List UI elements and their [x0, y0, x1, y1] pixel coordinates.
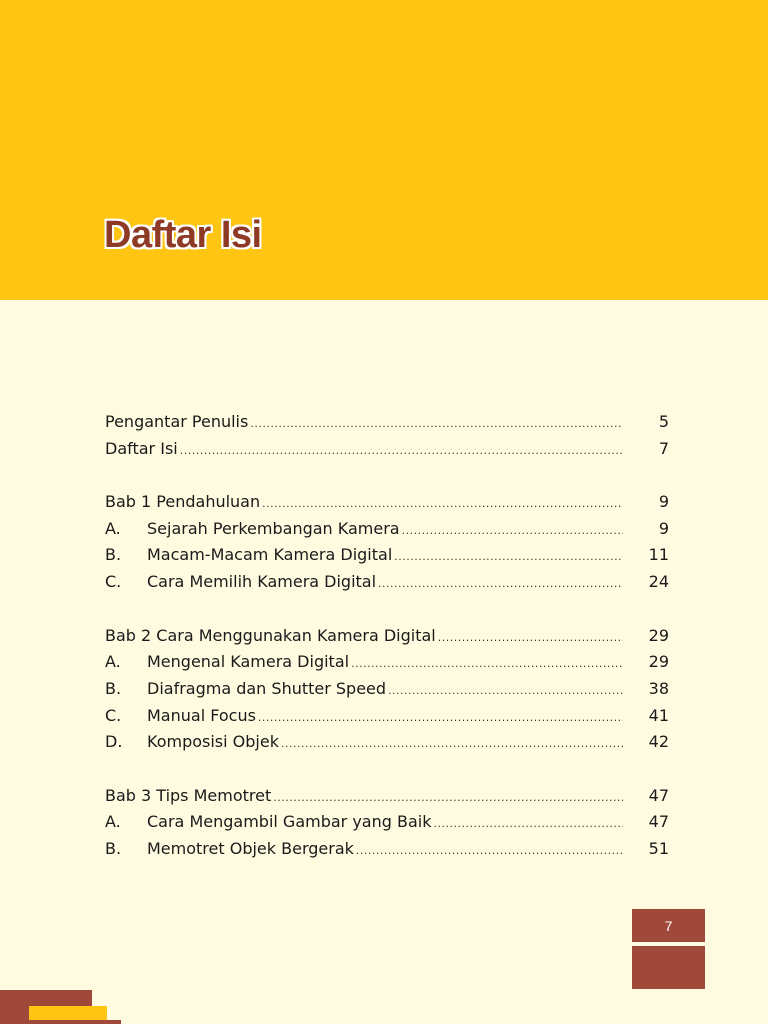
toc-subentry[interactable]: [105, 676, 669, 703]
toc-subentry[interactable]: [105, 569, 669, 596]
page-number: 7: [664, 917, 673, 934]
page-number-badge: [632, 909, 705, 942]
toc-chapter[interactable]: [105, 783, 669, 810]
toc-entry[interactable]: [105, 436, 669, 463]
toc-entry-page: 47: [648, 785, 669, 805]
toc-chapter[interactable]: [105, 623, 669, 650]
dot-leader: [378, 571, 623, 598]
toc-subentry[interactable]: [105, 809, 669, 836]
dot-leader: [402, 518, 623, 545]
toc-subentry[interactable]: [105, 836, 669, 863]
toc-chapter-label: Bab 2 Cara Menggunakan Kamera Digital: [105, 625, 436, 645]
toc-entry-page: 11: [648, 545, 669, 565]
decorative-block: [632, 946, 705, 989]
dot-leader: [394, 544, 623, 571]
toc-entry-page: 7: [658, 438, 669, 458]
toc-entry-label: Daftar Isi: [105, 438, 178, 458]
dot-leader: [281, 731, 623, 758]
toc-subentry-label: Cara Memilih Kamera Digital: [147, 572, 377, 592]
toc-entry-page: 29: [648, 652, 669, 672]
toc-subentry-letter: B.: [105, 839, 122, 858]
page-title: Daftar Isi: [104, 214, 262, 256]
toc-chapter-label: Bab 1 Pendahuluan: [105, 492, 261, 512]
toc-chapter[interactable]: [105, 489, 669, 516]
toc-subentry-letter: A.: [105, 812, 121, 832]
toc-subentry-label: Sejarah Perkembangan Kamera: [147, 518, 400, 538]
dot-leader: [356, 838, 623, 865]
toc-subentry-label: Memotret Objek Bergerak: [147, 839, 354, 858]
toc-subentry[interactable]: [105, 649, 669, 676]
decorative-corner-line: [29, 1020, 121, 1024]
toc-subentry-letter: A.: [105, 518, 121, 538]
toc-entry-page: 9: [658, 518, 669, 538]
toc-entry-page: 38: [648, 678, 669, 698]
dot-leader: [433, 811, 623, 838]
toc-entry-page: 24: [648, 572, 669, 592]
toc-subentry-label: Cara Mengambil Gambar yang Baik: [147, 812, 432, 832]
section-spacer: [105, 596, 669, 623]
toc-entry-page: 47: [648, 812, 669, 832]
toc-subentry[interactable]: [105, 703, 669, 730]
toc-entry-page: 42: [648, 732, 669, 752]
section-spacer: [105, 756, 669, 783]
toc-subentry-letter: A.: [105, 652, 121, 672]
dot-leader: [180, 438, 623, 465]
dot-leader: [273, 785, 623, 812]
dot-leader: [351, 651, 623, 678]
dot-leader: [388, 678, 623, 705]
table-of-contents: [105, 409, 669, 863]
toc-subentry-label: Diafragma dan Shutter Speed: [147, 678, 387, 698]
toc-subentry-letter: B.: [105, 678, 122, 698]
dot-leader: [250, 411, 623, 438]
toc-subentry-label: Komposisi Objek: [147, 732, 279, 752]
toc-subentry-label: Mengenal Kamera Digital: [147, 652, 350, 672]
toc-entry-page: 9: [658, 492, 669, 512]
toc-subentry-letter: C.: [105, 705, 122, 725]
dot-leader: [438, 625, 623, 652]
dot-leader: [262, 491, 623, 518]
toc-subentry[interactable]: [105, 729, 669, 756]
toc-subentry-letter: C.: [105, 572, 122, 592]
toc-subentry[interactable]: [105, 516, 669, 543]
dot-leader: [258, 705, 623, 732]
toc-entry-page: 5: [658, 412, 669, 431]
toc-entry-label: Pengantar Penulis: [105, 412, 249, 431]
toc-chapter-label: Bab 3 Tips Memotret: [105, 785, 272, 805]
toc-subentry-label: Macam-Macam Kamera Digital: [147, 545, 393, 565]
toc-entry[interactable]: [105, 409, 669, 436]
toc-entry-page: 41: [648, 705, 669, 725]
toc-subentry-label: Manual Focus: [147, 705, 256, 725]
toc-entry-page: 51: [648, 839, 669, 858]
toc-subentry-letter: B.: [105, 545, 122, 565]
toc-entry-page: 29: [648, 625, 669, 645]
toc-subentry[interactable]: [105, 542, 669, 569]
toc-subentry-letter: D.: [105, 732, 123, 752]
section-spacer: [105, 462, 669, 489]
